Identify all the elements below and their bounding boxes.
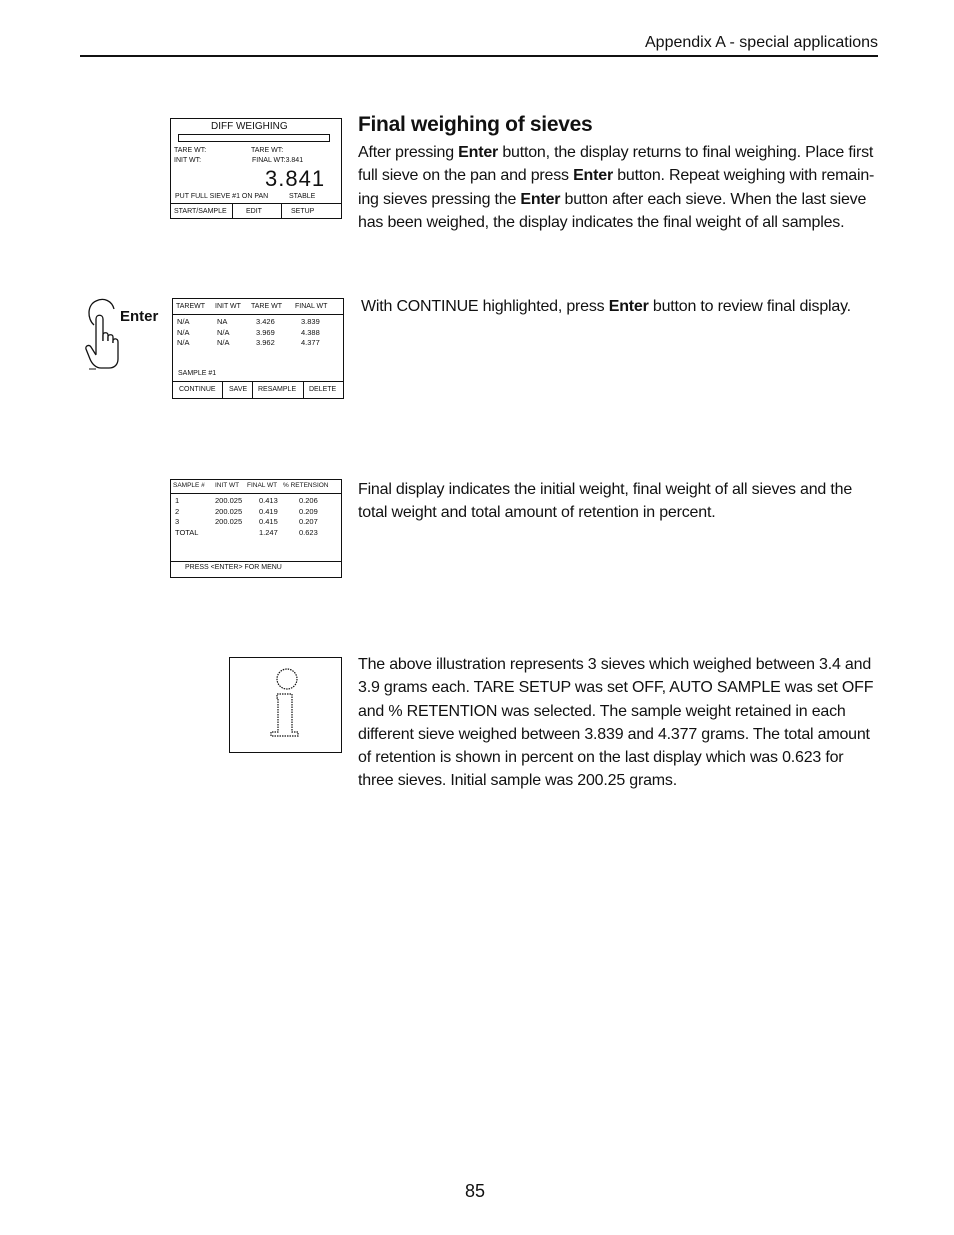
- summary-table-cell: 1: [175, 496, 180, 505]
- enter-key[interactable]: [84, 297, 124, 371]
- review-table-cell: NA: [217, 317, 228, 326]
- display-diff-weighing: [170, 118, 342, 219]
- review-table-cell: N/A: [177, 338, 190, 347]
- summary-table-cell: 200.025: [215, 496, 243, 505]
- review-table-cell: 3.426: [256, 317, 275, 326]
- footer-divider: [171, 561, 341, 562]
- enter-keyword: Enter: [608, 298, 649, 315]
- review-column-header: TAREWT: [176, 303, 206, 310]
- review-column-header: INIT WT: [215, 303, 241, 310]
- header-divider: [171, 493, 341, 494]
- review-table-cell: 3.839: [301, 317, 320, 326]
- paragraph-text: button to review final display.: [648, 298, 851, 315]
- pointing-hand-icon: [84, 297, 124, 371]
- softkey-save[interactable]: SAVE: [229, 386, 248, 393]
- summary-table-cell: 0.206: [299, 496, 318, 505]
- enter-key-label: Enter: [120, 308, 159, 325]
- summary-table-cell: 0.623: [299, 527, 318, 537]
- section-title: Final weighing of sieves: [358, 113, 593, 136]
- paragraph-text: Final display indicates the initial weight, final weight of all sieves and the total weight and total amount of retention in percent.: [358, 481, 853, 522]
- softkey-delete[interactable]: DELETE: [309, 386, 337, 393]
- softkey-resample[interactable]: RESAMPLE: [258, 386, 297, 393]
- tare-wt-right: TARE WT:: [251, 147, 284, 154]
- progress-bar: [178, 134, 330, 142]
- review-table-cell: 3.962: [256, 338, 275, 347]
- enter-keyword: Enter: [573, 167, 613, 185]
- softkey-separator: [222, 381, 223, 398]
- review-table-cell: 4.388: [301, 327, 320, 337]
- header-divider: [173, 314, 343, 315]
- softkey-edit[interactable]: EDIT: [246, 208, 262, 215]
- paragraph-text: With CONTINUE highlighted, press: [361, 298, 609, 315]
- paragraph-final-display: [358, 478, 878, 525]
- init-wt-left: INIT WT:: [174, 157, 202, 164]
- weight-readout: 3.841: [265, 166, 326, 191]
- summary-table-cell: 1.247: [259, 527, 278, 537]
- information-icon: [266, 668, 306, 740]
- softkey-start-sample[interactable]: START/SAMPLE: [174, 208, 227, 215]
- header-title: Appendix A - special applications: [645, 34, 879, 51]
- review-table-cell: 4.377: [301, 338, 320, 347]
- review-column-header: FINAL WT: [295, 303, 328, 310]
- final-wt-right: FINAL WT:3.841: [252, 157, 304, 164]
- softkey-divider: [173, 381, 343, 382]
- softkey-continue[interactable]: CONTINUE: [179, 386, 216, 393]
- review-table-cell: N/A: [177, 327, 190, 337]
- display-final-summary: [170, 479, 342, 578]
- summary-table-cell: 0.415: [259, 517, 278, 526]
- paragraph-text: button, the display returns to final weighing. Place first full sieve on the pan and press: [358, 144, 874, 185]
- summary-table-cell: 3: [175, 517, 180, 526]
- paragraph-text: After pressing: [358, 144, 459, 161]
- summary-table-cell: 200.025: [215, 506, 243, 516]
- display-review-weights: [172, 298, 344, 399]
- review-table-cell: 3.969: [256, 327, 275, 337]
- softkey-separator: [232, 203, 233, 218]
- display-title: DIFF WEIGHING: [211, 121, 288, 132]
- paragraph-continue: [361, 295, 881, 318]
- enter-keyword: Enter: [520, 190, 561, 208]
- softkey-separator: [303, 381, 304, 398]
- stable-indicator: STABLE: [289, 193, 316, 200]
- summary-table-cell: 200.025: [215, 517, 243, 526]
- paragraph-text: button. Repeat weighing with remain-ing sieves pressing the: [358, 167, 875, 208]
- summary-table-cell: 0.413: [259, 496, 278, 505]
- paragraph-text: button after each sieve. When the last sieve has been weighed, the display indicates the final weight of all samples.: [358, 190, 867, 231]
- summary-column-header: INIT WT: [215, 482, 240, 489]
- review-column-header: TARE WT: [251, 303, 282, 310]
- page-number: 85: [465, 1181, 486, 1201]
- summary-column-header: % RETENSION: [283, 482, 329, 489]
- prompt-text: PUT FULL SIEVE #1 ON PAN: [175, 193, 269, 200]
- header-rule: [80, 55, 878, 57]
- review-table-cell: N/A: [217, 327, 230, 337]
- softkey-divider: [171, 203, 341, 204]
- summary-table-cell: 2: [175, 506, 180, 516]
- summary-table-cell: TOTAL: [175, 527, 199, 537]
- review-table-cell: N/A: [217, 338, 230, 347]
- summary-table-cell: 0.419: [259, 506, 278, 516]
- tare-wt-left: TARE WT:: [174, 147, 207, 154]
- softkey-setup[interactable]: SETUP: [291, 208, 315, 215]
- paragraph-illustration-note: [358, 653, 880, 793]
- paragraph-text: The above illustration represents 3 sieves which weighed between 3.4 and 3.9 grams each. TARE SETUP was set OFF, AUTO SAMPLE was set OFF and % RETENTION was selected. The sample weight retained in each different sieve weighed between 3.839 and 4.377 grams. The total amount of retention is shown in percent on the last display which was 0.623 for three sieves. Initial sample was 200.25 grams.: [358, 656, 874, 790]
- sample-label: SAMPLE #1: [178, 370, 217, 377]
- paragraph-final-weighing: [358, 141, 878, 234]
- softkey-separator: [252, 381, 253, 398]
- summary-column-header: FINAL WT: [247, 482, 278, 489]
- review-table-cell: N/A: [177, 317, 190, 326]
- summary-table-cell: 0.209: [299, 506, 318, 516]
- info-box: [229, 657, 342, 753]
- summary-table-cell: 0.207: [299, 517, 318, 526]
- softkey-separator: [281, 203, 282, 218]
- summary-column-header: SAMPLE #: [173, 482, 205, 489]
- enter-keyword: Enter: [458, 144, 499, 161]
- footer-prompt: PRESS <ENTER> FOR MENU: [185, 564, 282, 571]
